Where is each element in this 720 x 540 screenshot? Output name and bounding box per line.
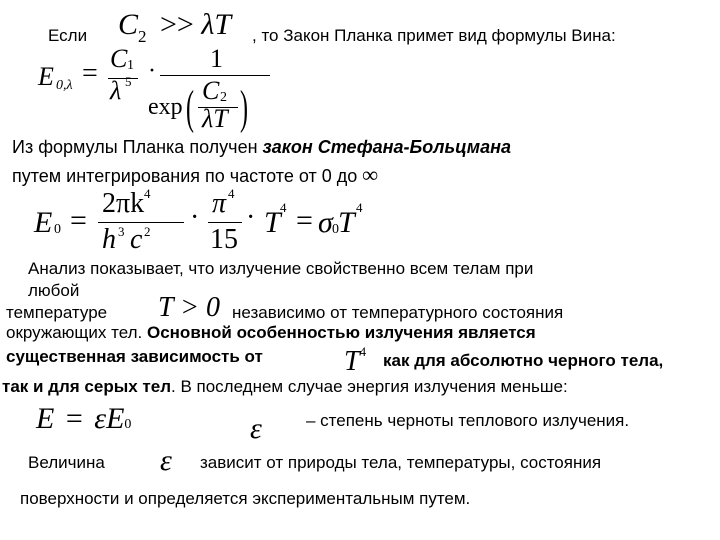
depends-text: зависит от природы тела, температуры, состояния xyxy=(200,453,602,472)
analysis-line6: так и для серых тел. В последнем случае энергия излучения меньше: xyxy=(2,377,568,396)
analysis-line4: окружающих тел. Основной особенностью излучения является xyxy=(6,323,536,342)
epsilon-symbol: ε xyxy=(250,412,262,445)
esli-label: Если xyxy=(48,26,88,45)
wien-intro-text: , то Закон Планка примет вид формулы Вина: xyxy=(252,26,616,45)
condition-formula: $C_2 >> \lambda T$ xyxy=(118,8,232,46)
stefan-boltzmann-formula: E 0 = 2πk 4 h 3 c 2 · π 4 15 · T 4 = σ 0 T 4 xyxy=(34,186,363,255)
stefan-boltzmann-intro: Из формулы Планка получен закон Стефана-Больцмана xyxy=(12,137,511,157)
analysis-line3b: независимо от температурного состояния xyxy=(232,303,564,322)
analysis-line1: Анализ показывает, что излучение свойственно всем телам при xyxy=(28,259,534,278)
analysis-line5a: существенная зависимость от xyxy=(6,347,263,366)
emissivity-description: – степень черноты теплового излучения. xyxy=(306,411,630,430)
formula-t-positive: T > 0 xyxy=(158,292,220,323)
formula-t4: $T^4$ xyxy=(344,344,367,377)
surface-text: поверхности и определяется экспериментальным путем. xyxy=(20,489,471,508)
analysis-line5b: как для абсолютно черного тела, xyxy=(383,351,664,370)
quantity-label: Величина xyxy=(28,453,105,472)
wien-formula: E 0,λ = C 1 λ 5 · 1 exp C 2 λT ( ) xyxy=(30,44,250,134)
analysis-line2: любой xyxy=(28,281,80,300)
integration-text: путем интегрирования по частоте от 0 до ∞ xyxy=(12,162,378,187)
epsilon-symbol-2: ε xyxy=(160,444,172,477)
analysis-line3a: температуре xyxy=(6,303,108,322)
infinity-symbol: ∞ xyxy=(362,162,378,187)
grey-body-formula: E = εE0 xyxy=(36,402,132,435)
